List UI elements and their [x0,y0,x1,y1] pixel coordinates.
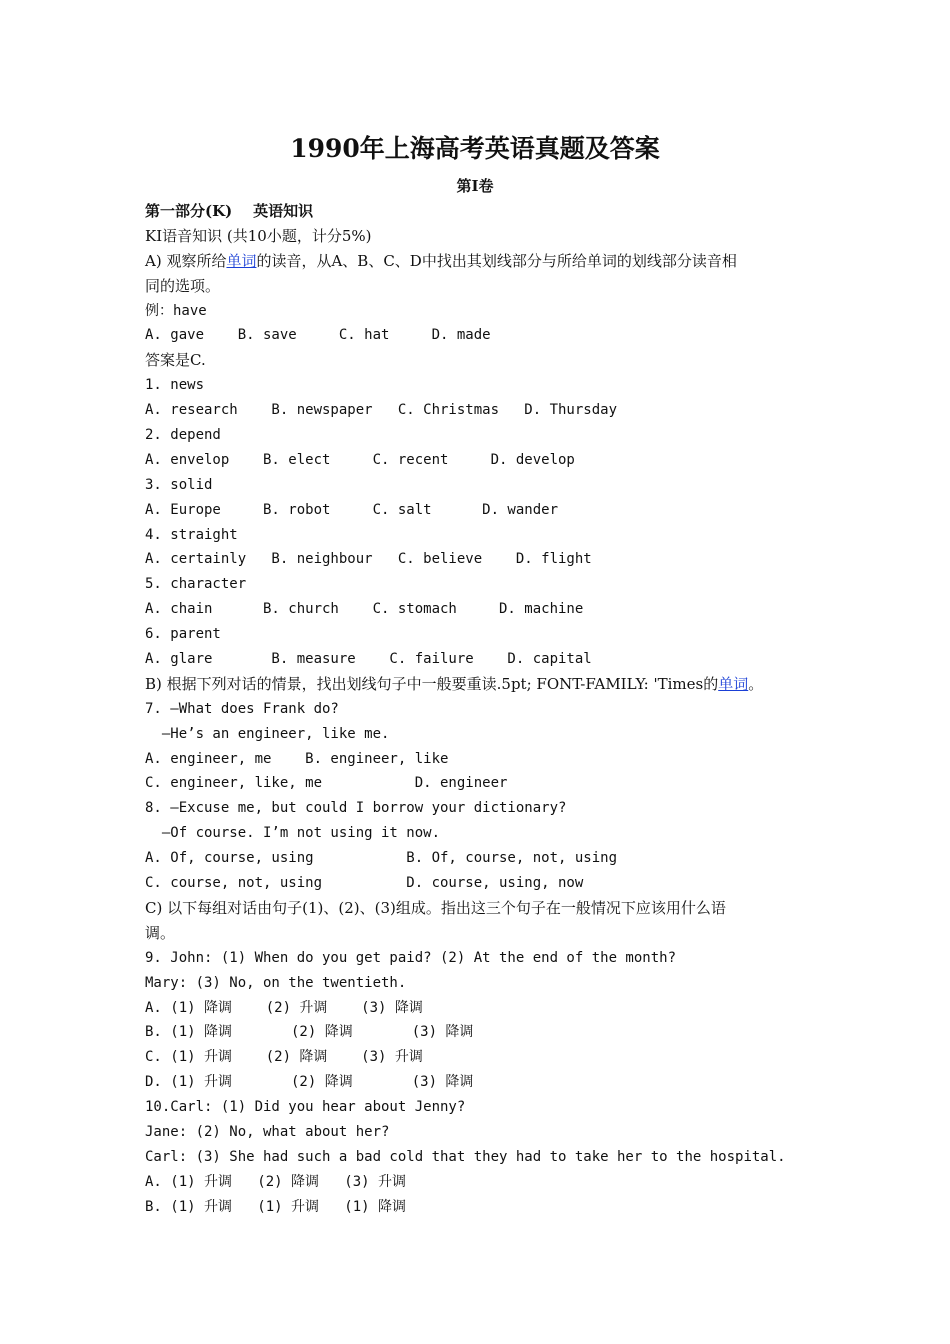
question-5-options: A. chain B. church C. stomach D. machine [145,601,584,618]
example-question: 例：have [145,302,207,319]
question-8-options-cd: C. course, not, using D. course, using, now [145,875,584,892]
question-3-options: A. Europe B. robot C. salt D. wander [145,501,559,518]
question-7-line-1: 7. —What does Frank do? [145,700,339,717]
question-8-line-1: 8. —Excuse me, but could I borrow your dictionary? [145,800,567,817]
question-7-options-ab: A. engineer, me B. engineer, like [145,750,449,767]
section-c-instruction: C) 以下每组对话由句子(1)、(2)、(3)组成。指出这三个句子在一般情况下应该用什么语 [145,898,726,917]
question-3: 3. solid [145,476,213,493]
part-heading-right: 英语知识 [253,202,314,220]
volume-heading: 第I卷 [456,177,494,195]
section-ki-heading: KI语音知识 (共10小题，计分5%) [145,226,372,245]
section-a-instruction: A) 观察所给单词的读音，从A、B、C、D中找出其划线部分与所给单词的划线部分读音相 [145,251,737,270]
question-9-option-a: A. (1) 降调 (2) 升调 (3) 降调 [145,999,423,1016]
question-2-options: A. envelop B. elect C. recent D. develop [145,451,575,468]
question-7-line-2: —He’s an engineer, like me. [145,725,390,742]
document-body [145,199,820,1220]
question-4-options: A. certainly B. neighbour C. believe D. flight [145,551,592,568]
word-link[interactable]: 单词 [718,674,749,693]
question-5: 5. character [145,576,247,593]
question-10-line-1: 10.Carl: (1) Did you hear about Jenny? [145,1099,466,1116]
question-4: 4. straight [145,526,238,543]
question-6-options: A. glare B. measure C. failure D. capital [145,651,592,668]
question-9-option-d: D. (1) 升调 (2) 降调 (3) 降调 [145,1074,474,1091]
question-7-options-cd: C. engineer, like, me D. engineer [145,775,508,792]
question-9-line-1: 9. John: (1) When do you get paid? (2) At the end of the month? [145,949,677,966]
question-8-line-2: —Of course. I’m not using it now. [145,825,441,842]
part-heading-left: 第一部分(K) [145,202,233,220]
question-10-line-2: Jane: (2) No, what about her? [145,1123,390,1140]
question-10-option-a: A. (1) 升调 (2) 降调 (3) 升调 [145,1173,407,1190]
part-heading [145,199,820,224]
example-options: A. gave B. save C. hat D. made [145,327,491,344]
question-9-line-2: Mary: (3) No, on the twentieth. [145,974,407,991]
question-1-options: A. research B. newspaper C. Christmas D. Thursday [145,402,618,419]
question-10-option-b: B. (1) 升调 (1) 升调 (1) 降调 [145,1198,407,1215]
question-2: 2. depend [145,427,221,444]
section-a-instruction-cont: 同的选项。 [145,276,221,295]
question-9-option-b: B. (1) 降调 (2) 降调 (3) 降调 [145,1024,474,1041]
question-10-line-3: Carl: (3) She had such a bad cold that they had to take her to the hospital. [145,1148,786,1165]
question-1: 1. news [145,377,205,394]
question-9-option-c: C. (1) 升调 (2) 降调 (3) 升调 [145,1049,423,1066]
question-8-options-ab: A. Of, course, using B. Of, course, not, using [145,850,618,867]
word-link[interactable]: 单词 [226,251,257,270]
document-title: 1990年上海高考英语真题及答案 [290,134,660,163]
section-b-instruction: B) 根据下列对话的情景，找出划线句子中一般要重读.5pt; FONT-FAMILY: 'Times的单词。 [145,674,764,693]
question-6: 6. parent [145,626,221,643]
section-c-instruction-cont: 调。 [145,923,176,942]
example-answer: 答案是C. [145,351,206,370]
